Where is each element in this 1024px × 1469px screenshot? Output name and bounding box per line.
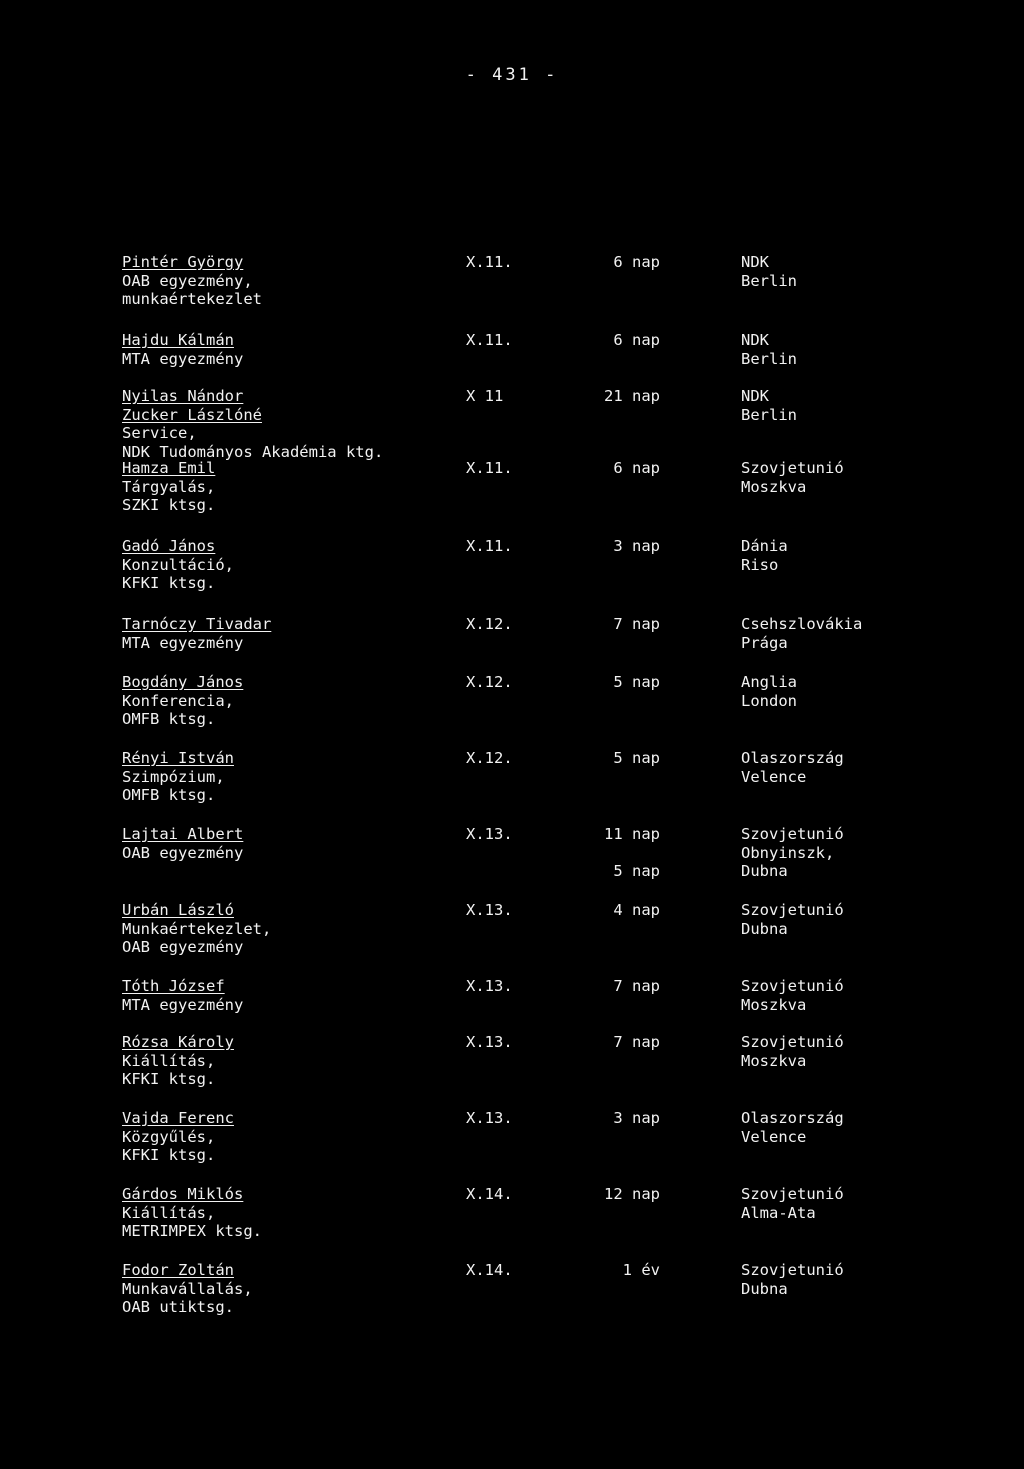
duration-value: 1 év [622,1261,660,1279]
person-name: Tarnóczy Tivadar [122,615,272,633]
trip-destination [741,387,797,424]
destination-line: Szovjetunió [741,977,844,995]
trip-date: X.11. [466,253,513,271]
trip-destination [741,1033,844,1070]
destination-line: Velence [741,767,807,786]
destination-line: Szovjetunió [741,825,844,843]
person-detail: Konzultáció, [122,555,234,574]
destination-line: NDK [741,387,769,405]
record-person [122,901,462,957]
person-name: Urbán László [122,901,234,919]
duration-value: 6 nap [613,331,660,349]
record-person [122,977,462,1014]
duration-value: 4 nap [613,901,660,919]
trip-date: X.11. [466,459,513,477]
duration-value: 5 nap [613,861,660,880]
person-name: Gárdos Miklós [122,1185,244,1203]
person-detail: KFKI ktsg. [122,1070,216,1088]
duration-value: 7 nap [613,615,660,633]
trip-duration [560,749,660,768]
destination-line: Dubna [741,1279,788,1298]
person-name: Pintér György [122,253,244,271]
duration-value: 7 nap [613,1033,660,1051]
person-name: Hajdu Kálmán [122,331,234,349]
record-person [122,615,462,652]
person-detail: OMFB ktsg. [122,710,216,728]
trip-duration [560,1185,660,1204]
trip-date: X 11 [466,387,504,405]
trip-destination [741,459,844,496]
destination-line: Obnyinszk, [741,843,835,862]
person-detail: Kiállítás, [122,1203,216,1222]
person-detail: OAB egyezmény [122,938,244,956]
trip-duration [560,1261,660,1280]
destination-line: Olaszország [741,749,844,767]
destination-line: Anglia [741,673,797,691]
trip-date: X.13. [466,1033,513,1051]
trip-date: X.11. [466,537,513,555]
trip-duration [560,537,660,556]
record-person [122,825,462,862]
person-detail: KFKI ktsg. [122,574,216,592]
trip-destination [741,1261,844,1298]
destination-line: Berlin [741,271,797,290]
person-name: Tóth József [122,977,225,995]
page-number: - 431 - [465,65,559,85]
trip-date: X.13. [466,901,513,919]
destination-line: Velence [741,1127,807,1146]
person-detail: Konferencia, [122,691,234,710]
destination-line: Moszkva [741,1051,807,1070]
person-detail: Munkaértekezlet, [122,919,272,938]
person-name: Vajda Ferenc [122,1109,234,1127]
duration-value: 12 nap [604,1185,660,1203]
person-name: Gadó János [122,537,216,555]
trip-date: X.12. [466,749,513,767]
trip-date: X.14. [466,1185,513,1203]
person-name: Lajtai Albert [122,825,244,843]
duration-value: 5 nap [613,749,660,767]
trip-date: X.12. [466,615,513,633]
trip-duration [560,1109,660,1128]
person-detail: MTA egyezmény [122,633,244,652]
person-detail: Zucker Lászlóné [122,405,262,424]
person-detail: Szimpózium, [122,767,225,786]
trip-duration [560,387,660,406]
destination-line: Moszkva [741,995,807,1014]
destination-line: NDK [741,253,769,271]
destination-line: Szovjetunió [741,1033,844,1051]
record-person [122,749,462,805]
trip-destination [741,253,797,290]
trip-destination [741,749,844,786]
trip-destination [741,673,797,710]
trip-date: X.13. [466,825,513,843]
person-detail: Tárgyalás, [122,477,216,496]
person-detail: MTA egyezmény [122,349,244,368]
trip-destination [741,825,844,881]
duration-value: 6 nap [613,253,660,271]
person-detail: OMFB ktsg. [122,786,216,804]
destination-line: Berlin [741,349,797,368]
record-person [122,253,462,309]
person-detail: Service, [122,424,197,442]
destination-line: Csehszlovákia [741,615,863,633]
record-person [122,387,462,461]
trip-duration [560,825,660,880]
person-detail: OAB egyezmény, [122,271,253,290]
trip-duration [560,331,660,350]
person-name: Nyilas Nándor [122,387,244,405]
trip-date: X.12. [466,673,513,691]
destination-line: Berlin [741,405,797,424]
person-detail: METRIMPEX ktsg. [122,1222,262,1240]
person-name: Bogdány János [122,673,244,691]
person-name: Fodor Zoltán [122,1261,234,1279]
record-person [122,331,462,368]
destination-line: Dubna [741,919,788,938]
person-name: Hamza Emil [122,459,216,477]
destination-line: London [741,691,797,710]
person-detail: KFKI ktsg. [122,1146,216,1164]
trip-destination [741,1109,844,1146]
trip-duration [560,901,660,920]
person-detail: OAB egyezmény [122,843,244,862]
destination-line: Alma-Ata [741,1203,816,1222]
trip-destination [741,901,844,938]
trip-destination [741,615,862,652]
trip-date: X.13. [466,1109,513,1127]
record-person [122,1185,462,1241]
destination-line: Szovjetunió [741,1261,844,1279]
destination-line: Szovjetunió [741,1185,844,1203]
trip-duration [560,977,660,996]
trip-duration [560,253,660,272]
duration-value: 7 nap [613,977,660,995]
trip-destination [741,1185,844,1222]
record-person [122,673,462,729]
record-person [122,1033,462,1089]
record-person [122,537,462,593]
trip-duration [560,615,660,634]
person-detail: NDK Tudományos Akadémia ktg. [122,442,384,461]
trip-duration [560,459,660,478]
trip-destination [741,537,788,574]
record-person [122,1109,462,1165]
destination-line: Szovjetunió [741,901,844,919]
trip-date: X.13. [466,977,513,995]
destination-line: Riso [741,555,779,574]
destination-line: Dubna [741,862,788,880]
person-detail: munkaértekezlet [122,290,262,308]
person-detail: Munkavállalás, [122,1279,253,1298]
person-detail: Kiállítás, [122,1051,216,1070]
duration-value: 6 nap [613,459,660,477]
trip-date: X.14. [466,1261,513,1279]
record-person [122,459,462,515]
destination-line: Olaszország [741,1109,844,1127]
person-name: Rózsa Károly [122,1033,234,1051]
trip-date: X.11. [466,331,513,349]
trip-destination [741,977,844,1014]
destination-line: Szovjetunió [741,459,844,477]
duration-value: 3 nap [613,1109,660,1127]
destination-line: NDK [741,331,769,349]
trip-duration [560,1033,660,1052]
duration-value: 21 nap [604,387,660,405]
person-name: Rényi István [122,749,234,767]
record-person [122,1261,462,1317]
duration-value: 5 nap [613,673,660,691]
person-detail: MTA egyezmény [122,995,244,1014]
person-detail: Közgyűlés, [122,1127,216,1146]
duration-value: 3 nap [613,537,660,555]
trip-destination [741,331,797,368]
duration-value: 11 nap [604,825,660,843]
destination-line: Prága [741,633,788,652]
destination-line: Moszkva [741,477,807,496]
person-detail: SZKI ktsg. [122,496,216,514]
person-detail: OAB utiktsg. [122,1298,234,1316]
trip-duration [560,673,660,692]
destination-line: Dánia [741,537,788,555]
